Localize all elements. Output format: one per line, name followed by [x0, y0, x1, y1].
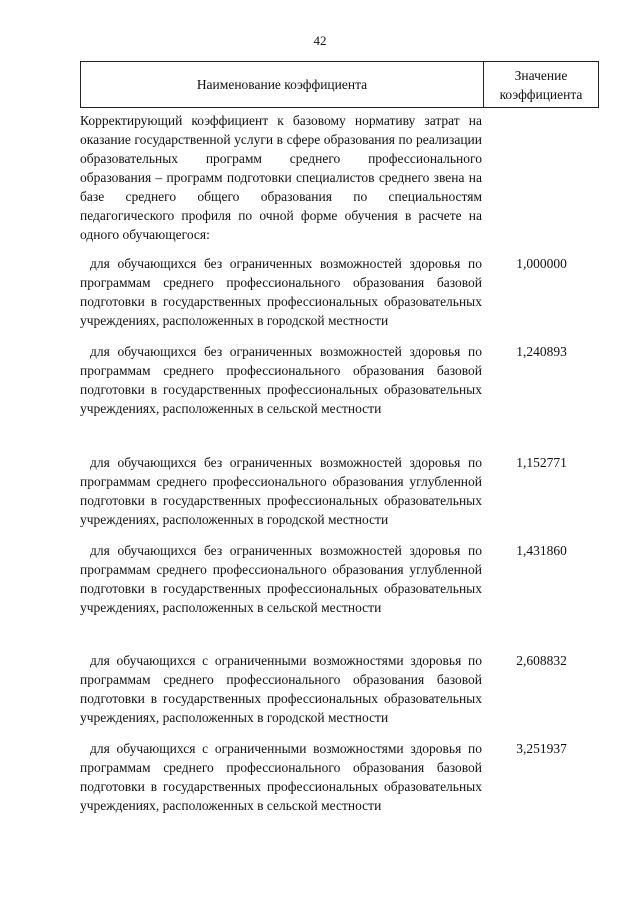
page-number: 42 — [313, 33, 327, 48]
coefficient-row-value: 2,608832 — [516, 653, 567, 668]
coefficient-row-description: для обучающихся без ограниченных возможностей здоровья по программам среднего профессионального образования углубленной подготовки в государственных профессиональных образовательных учреждениях, расположенных в городской местности — [80, 455, 482, 527]
column-header-name: Наименование коэффициента — [81, 62, 484, 107]
coefficient-row-description: для обучающихся с ограниченными возможностями здоровья по программам среднего профессионального образования базовой подготовки в государственных профессиональных образовательных учреждениях, расположенных в сельской местности — [80, 741, 482, 813]
coefficient-row-description: для обучающихся без ограниченных возможностей здоровья по программам среднего профессионального образования углубленной подготовки в государственных профессиональных образовательных учреждениях, расположенных в сельской местности — [80, 543, 482, 615]
coefficient-row-value: 1,000000 — [516, 256, 567, 271]
coefficient-row-description: для обучающихся без ограниченных возможностей здоровья по программам среднего профессионального образования базовой подготовки в государственных профессиональных образовательных учреждениях, расположенных в сельской местности — [80, 344, 482, 416]
coefficient-row-value: 3,251937 — [516, 741, 567, 756]
coefficient-row-value: 1,240893 — [516, 344, 567, 359]
coefficient-row-value: 1,431860 — [516, 543, 567, 558]
intro-paragraph: Корректирующий коэффициент к базовому нормативу затрат на оказание государственной услуги в сфере образования по реализации образовательных программ среднего профессионального образования – программ подготовки специалистов среднего звена на базе среднего общего образования по специальностям педагогического профиля по очной форме обучения в расчете на одного обучающегося: — [80, 113, 482, 242]
coefficient-row-description: для обучающихся без ограниченных возможностей здоровья по программам среднего профессионального образования базовой подготовки в государственных профессиональных образовательных учреждениях, расположенных в городской местности — [80, 256, 482, 328]
table-header — [80, 61, 599, 108]
coefficient-row-value: 1,152771 — [516, 455, 567, 470]
column-header-value — [484, 62, 598, 107]
column-header-value-line1: Значение — [514, 67, 568, 83]
column-header-value-line2: коэффициента — [499, 86, 583, 102]
coefficient-row-description: для обучающихся с ограниченными возможностями здоровья по программам среднего профессионального образования базовой подготовки в государственных профессиональных образовательных учреждениях, расположенных в городской местности — [80, 653, 482, 725]
